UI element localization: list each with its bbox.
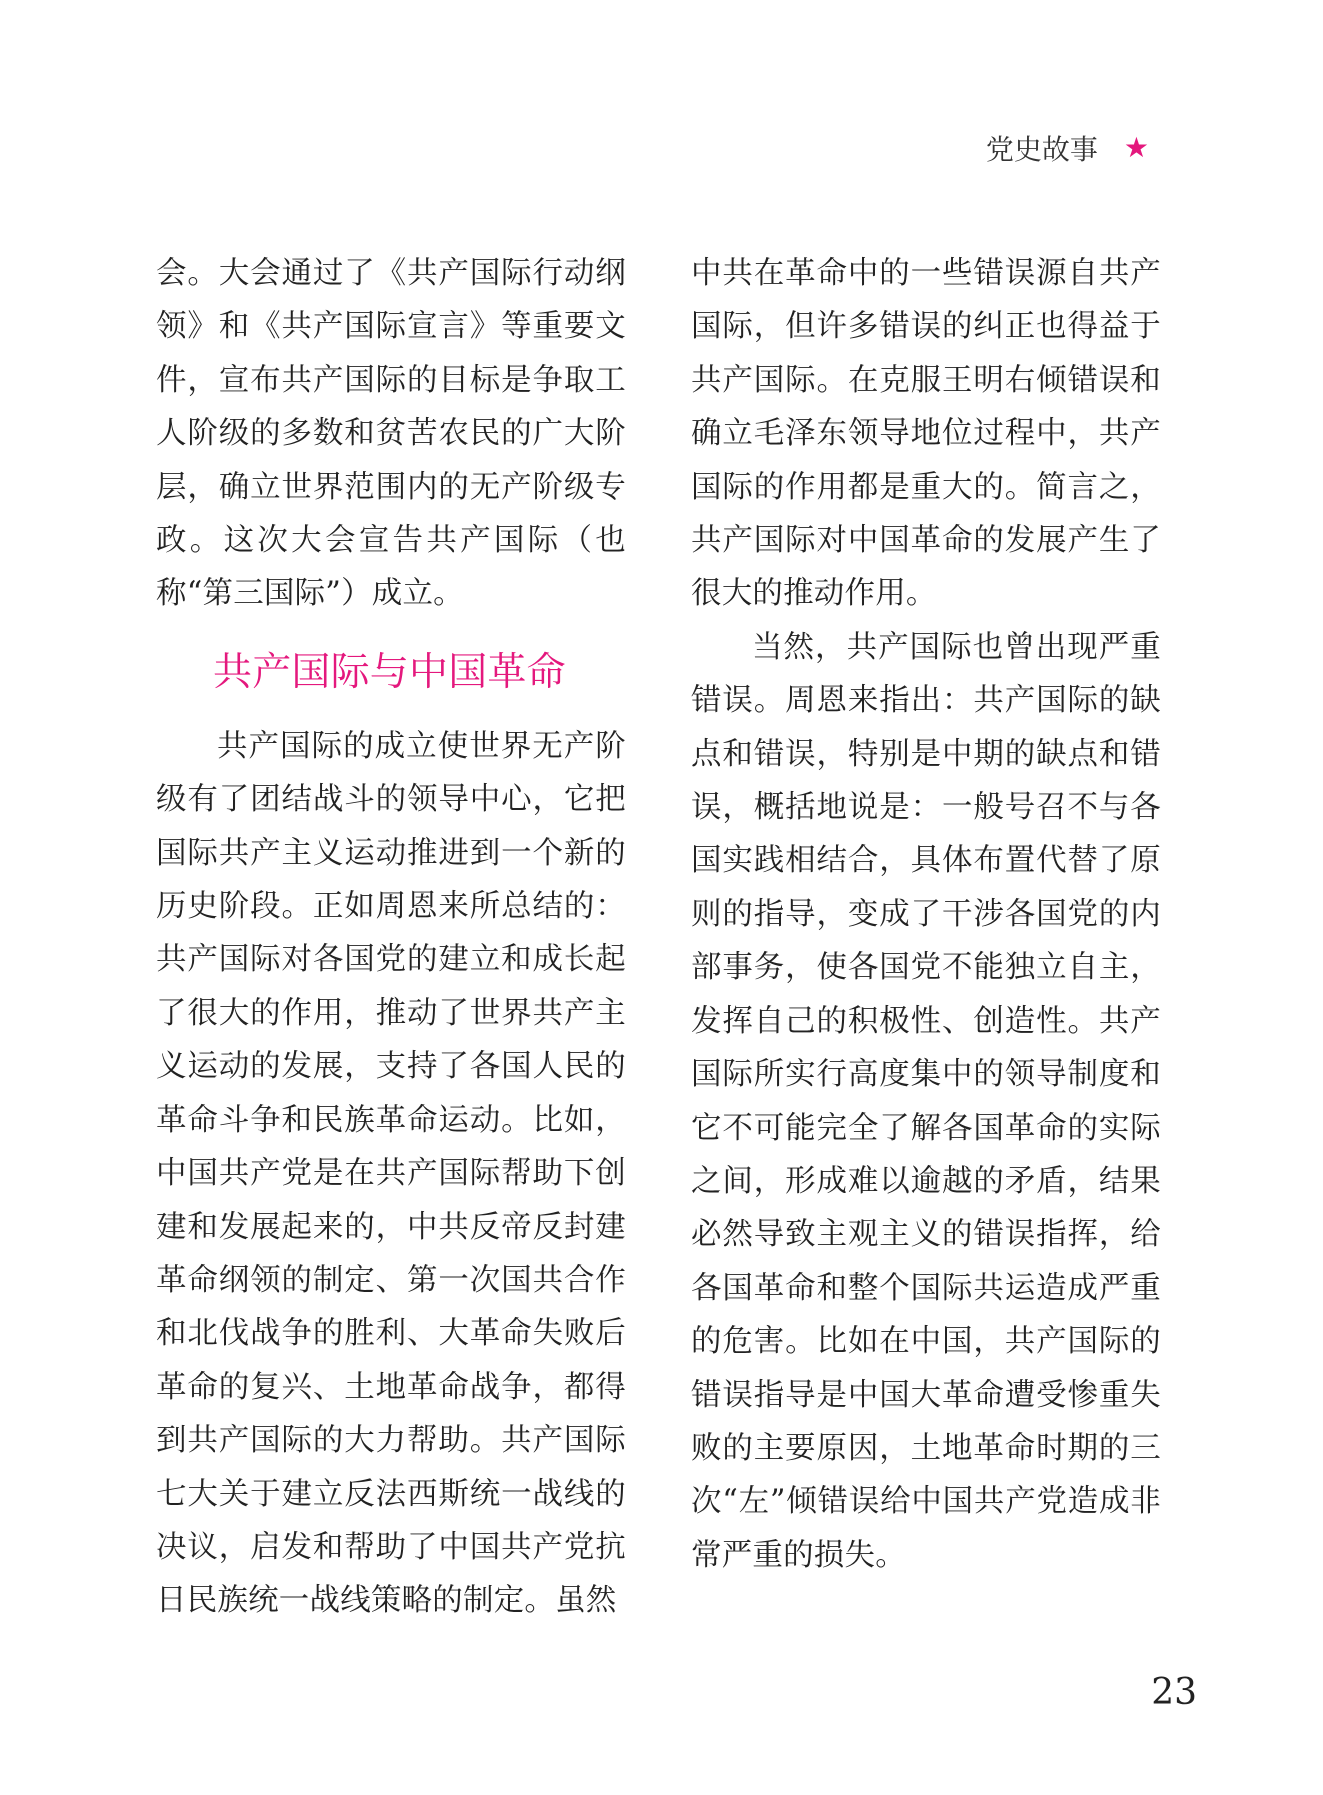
section-title: 党史故事 — [985, 133, 1098, 166]
paragraph: 当然，共产国际也曾出现严重错误。周恩来指出：共产国际的缺点和错误，特别是中期的缺点和错误，概括地说是：一般号召不与各国实践相结合，具体布置代替了原则的指导，变成了干涉各国党的内部事务，使各国党不能独立自主，发挥自己的积极性、创造性。共产国际所实行高度集中的领导制度和它不可能完全了解各国革命的实际之间，形成难以逾越的矛盾，结果必然导致主观主义的错误指挥，给各国革命和整个国际共运造成严重的危害。比如在中国，共产国际的错误指导是中国大革命遭受惨重失败的主要原因，土地革命时期的三次“左”倾错误给中国共产党造成非常严重的损失。 — [691, 629, 1161, 1573]
running-header — [986, 128, 1149, 168]
paragraph: 共产国际的成立使世界无产阶级有了团结战斗的领导中心，它把国际共产主义运动推进到一个新的历史阶段。正如周恩来所总结的：共产国际对各国党的建立和成长起了很大的作用，推动了世界共产主义运动的发展，支持了各国人民的革命斗争和民族革命运动。比如，中国共产党是在共产国际帮助下创建和发展起来的，中共反帝反封建革命纲领的制定、第一次国共合作和北伐战争的胜利、大革命失败后革命的复兴、土地革命战争，都得到共产国际的大力帮助。共产国际七大关于建立反法西斯统一战线的决议，启发和帮助了中国共产党抗日民族统一战线策略的制定。虽然 — [156, 728, 626, 1619]
paragraph-continued: 会。大会通过了《共产国际行动纲领》和《共产国际宣言》等重要文件，宣布共产国际的目标是争取工人阶级的多数和贫苦农民的广大阶层，确立世界范围内的无产阶级专政。这次大会宣告共产国际（也称“第三国际”）成立。 — [156, 256, 626, 612]
section-heading: 共产国际与中国革命 — [213, 649, 566, 695]
page-number: 23 — [1151, 1672, 1197, 1713]
right-column — [691, 247, 1161, 1582]
star-icon: ★ — [1123, 131, 1149, 164]
left-column — [156, 247, 626, 1628]
paragraph-continued: 中共在革命中的一些错误源自共产国际，但许多错误的纠正也得益于共产国际。在克服王明右倾错误和确立毛泽东领导地位过程中，共产国际的作用都是重大的。简言之，共产国际对中国革命的发展产生了很大的推动作用。 — [691, 256, 1161, 612]
